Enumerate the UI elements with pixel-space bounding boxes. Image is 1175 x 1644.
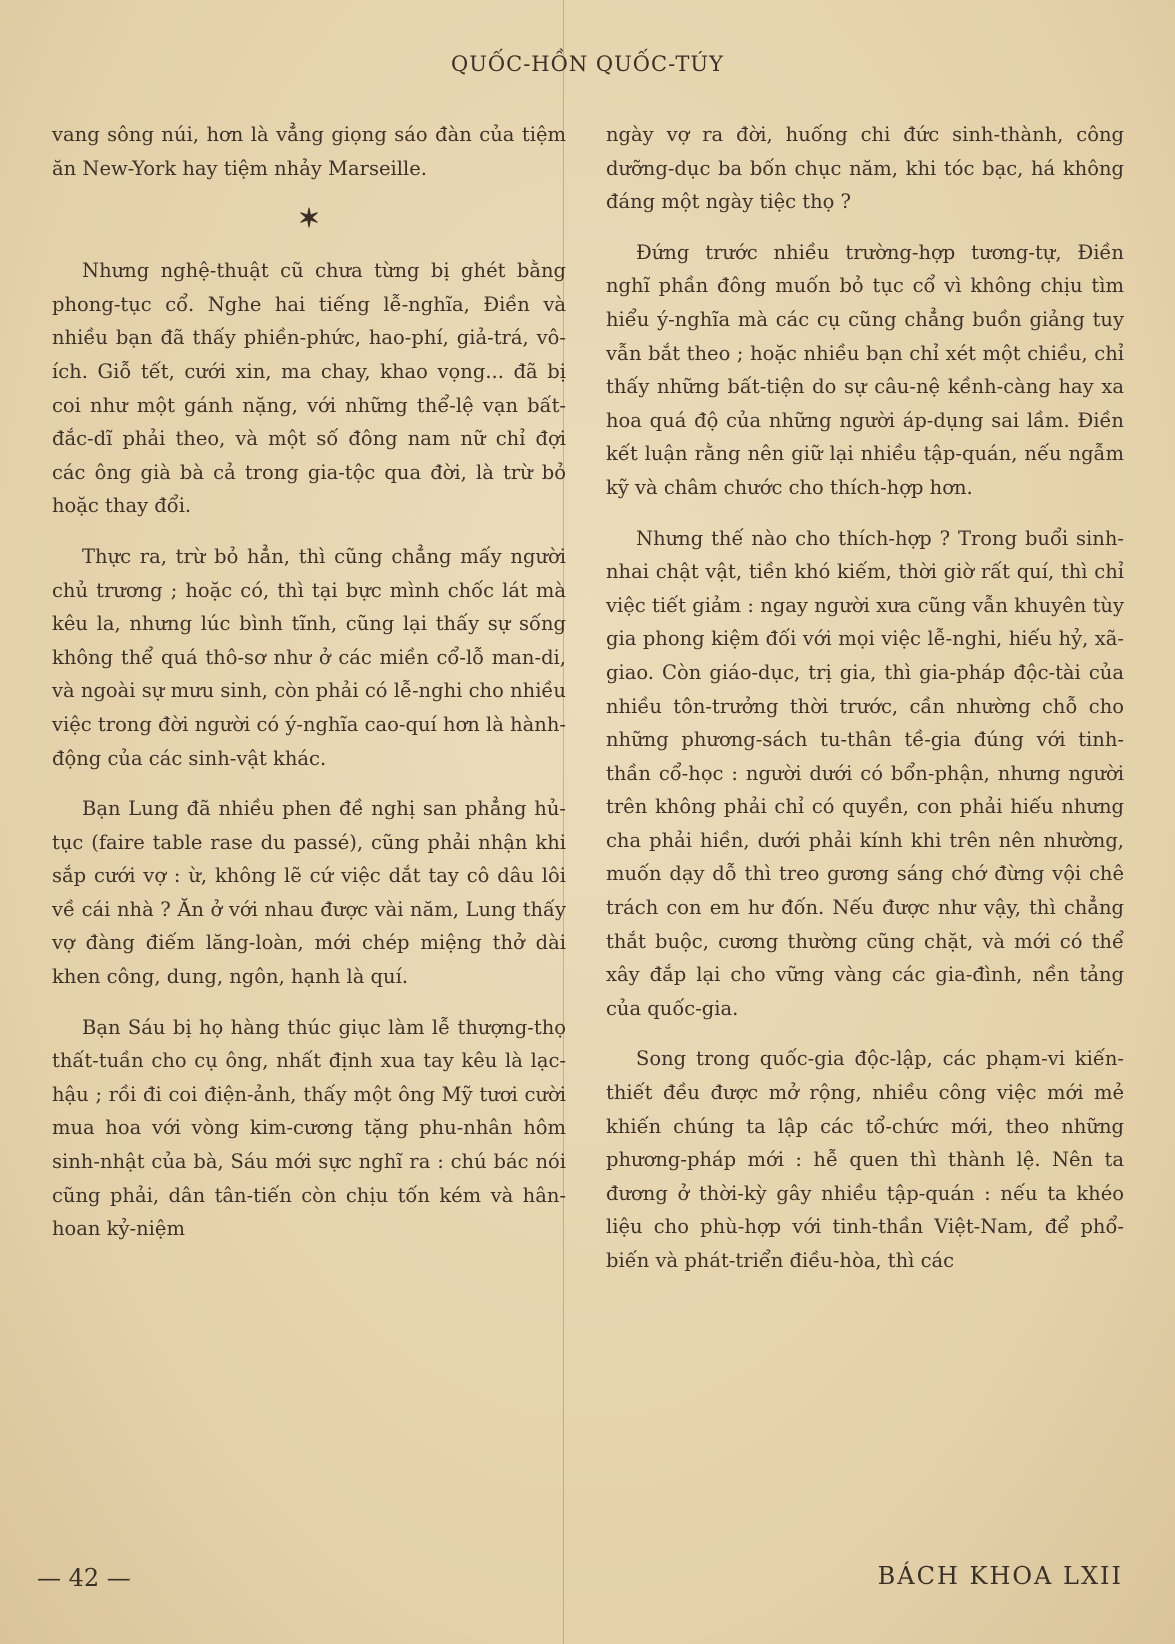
paragraph: vang sông núi, hơn là vẳng giọng sáo đàn của tiệm ăn New-York hay tiệm nhảy Marseille. (52, 123, 566, 180)
right-column (606, 118, 1124, 1295)
paragraph: Bạn Sáu bị họ hàng thúc giục làm lễ thượng-thọ thất-tuần cho cụ ông, nhất định xua tay kêu là lạc-hậu ; rồi đi coi điện-ảnh, thấy một ông Mỹ tươi cười mua hoa với vòng kim-cương tặng phu-nhân hôm sinh-nhật của bà, Sáu mới sực nghĩ ra : chú bác nói cũng phải, dân tân-tiến còn chịu tốn kém và hân-hoan kỷ-niệm (52, 1015, 566, 1241)
paragraph: Song trong quốc-gia độc-lập, các phạm-vi kiến-thiết đều được mở rộng, nhiều công việc mới mẻ khiến chúng ta lập các tổ-chức mới, theo những phương-pháp mới : hễ quen thì thành lệ. Nên ta đương ở thời-kỳ gây nhiều tập-quán : nếu ta khéo liệu cho phù-hợp với tinh-thần Việt-Nam, để phổ-biến và phát-triển điều-hòa, thì các (606, 1047, 1124, 1272)
left-column (52, 118, 566, 1263)
paragraph: Đứng trước nhiều trường-hợp tương-tự, Điền nghĩ phần đông muốn bỏ tục cổ vì không chịu tìm hiểu ý-nghĩa mà các cụ cũng chẳng buồn giảng tuy vẫn bắt theo ; hoặc nhiều bạn chỉ xét một chiều, chỉ thấy những bất-tiện do sự câu-nệ kềnh-càng hay xa hoa quá độ của những người áp-dụng sai lầm. Điền kết luận rằng nên giữ lại nhiều tập-quán, nếu ngẫm kỹ và châm chước cho thích-hợp hơn. (606, 240, 1124, 499)
paragraph: Nhưng thế nào cho thích-hợp ? Trong buổi sinh-nhai chật vật, tiền khó kiếm, thời giờ rất quí, thì chỉ việc tiết giảm : ngay người xưa cũng vẫn khuyên tùy gia phong kiệm đối với mọi việc lễ-nghi, hiếu hỷ, xã-giao. Còn giáo-dục, trị gia, thì gia-pháp độc-tài của nhiều tôn-trưởng thời trước, cần nhường chỗ cho những phương-sách tu-thân tề-gia đúng với tinh-thần cổ-học : người dưới có bổn-phận, nhưng người trên không phải chỉ có quyền, con phải hiếu nhưng cha phải hiền, dưới phải kính khi trên nên nhường, muốn dạy dỗ thì treo gương sáng chớ đừng vội chê trách con em hư đốn. Nếu được như vậy, thì chẳng thắt buộc, cương thường cũng chặt, và mới có thể xây đắp lại cho vững vàng các gia-đình, nền tảng của quốc-gia. (606, 526, 1124, 1020)
page-number: — 42 — (37, 1564, 131, 1592)
magazine-issue: BÁCH KHOA LXII (877, 1562, 1123, 1590)
paragraph: Thực ra, trừ bỏ hẳn, thì cũng chẳng mấy người chủ trương ; hoặc có, thì tại bực mình chốc lát mà kêu la, nhưng lúc bình tĩnh, cũng lại thấy sự sống không thể quá thô-sơ như ở các miền cổ-lỗ man-di, và ngoài sự mưu sinh, còn phải có lễ-nghi cho nhiều việc trong đời người có ý-nghĩa cao-quí hơn là hành-động của các sinh-vật khác. (52, 544, 566, 770)
section-separator-icon: ✶ (298, 204, 320, 235)
paragraph: ngày vợ ra đời, huống chi đức sinh-thành, công dưỡng-dục ba bốn chục năm, khi tóc bạc, há không đáng một ngày tiệc thọ ? (606, 123, 1124, 214)
running-header: QUỐC-HỒN QUỐC-TÚY (451, 52, 724, 76)
paragraph: Bạn Lung đã nhiều phen đề nghị san phẳng hủ-tục (faire table rase du passé), cũng phải nhận khi sắp cưới vợ : ừ, không lẽ cứ việc dắt tay cô dâu lôi về cái nhà ? Ăn ở với nhau được vài năm, Lung thấy vợ đàng điếm lăng-loàn, mới chép miệng thở dài khen công, dung, ngôn, hạnh là quí. (52, 797, 566, 989)
paragraph: Nhưng nghệ-thuật cũ chưa từng bị ghét bằng phong-tục cổ. Nghe hai tiếng lễ-nghĩa, Điền và nhiều bạn đã thấy phiền-phức, hao-phí, giả-trá, vô-ích. Giỗ tết, cưới xin, ma chay, khao vọng... đã bị coi như một gánh nặng, với những thể-lệ vạn bất-đắc-dĩ phải theo, và một số đông nam nữ chỉ đợi các ông già bà cả trong gia-tộc qua đời, là trừ bỏ hoặc thay đổi. (52, 259, 566, 518)
